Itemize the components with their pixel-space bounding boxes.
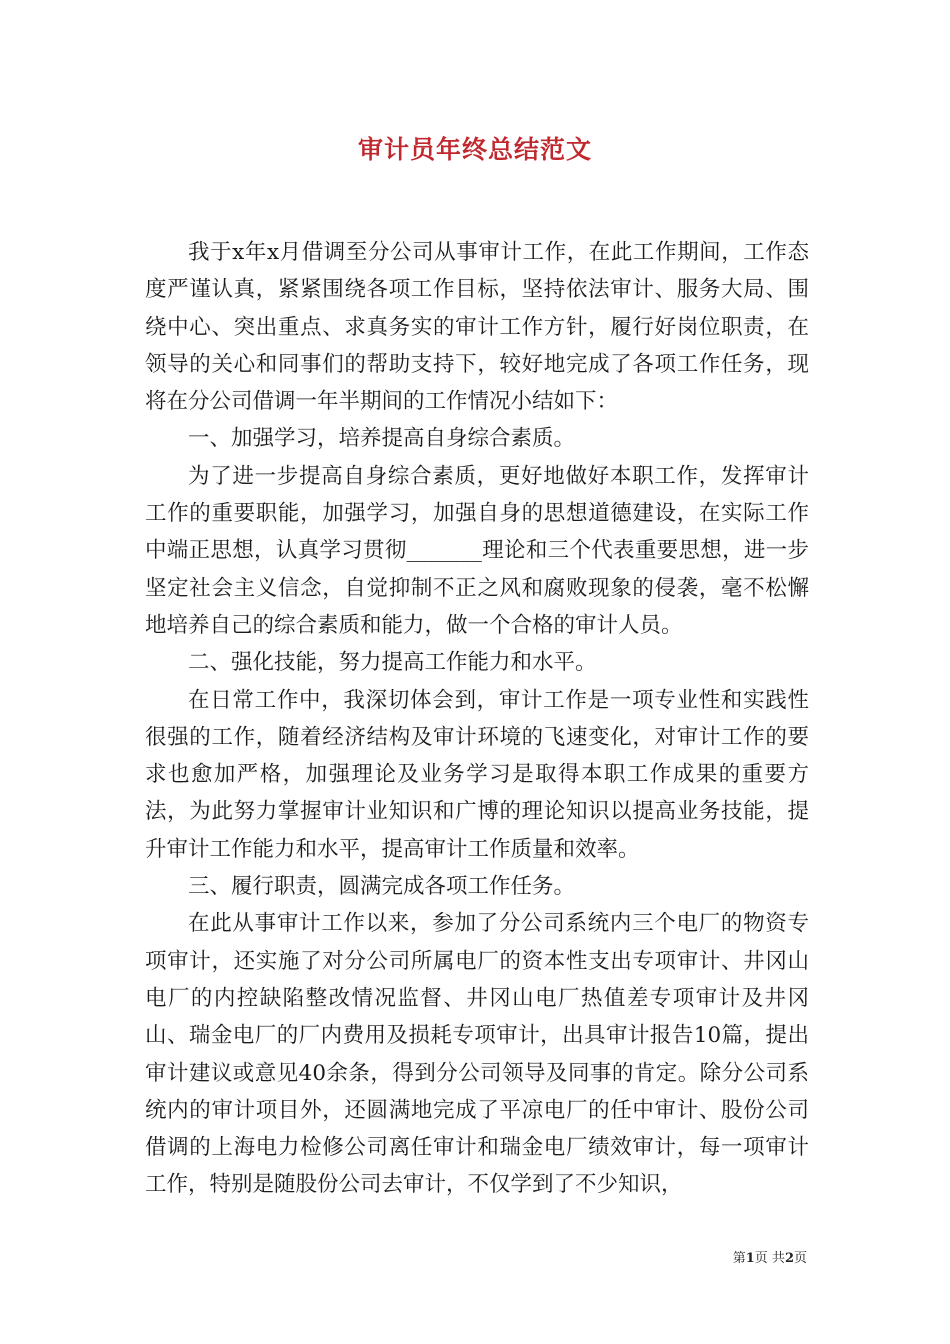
- page-suffix: 页: [793, 1251, 807, 1266]
- section-2-paragraph: 在日常工作中，我深切体会到，审计工作是一项专业性和实践性很强的工作，随着经济结构及审计环境的飞速变化，对审计工作的要求也愈加严格，加强理论及业务学习是取得本职工作成果的重要方法，为此努力掌握审计业知识和广博的理论知识以提高业务技能，提升审计工作能力和水平，提高审计工作质量和效率。: [145, 687, 809, 862]
- section-heading-1: 一、加强学习，培养提高自身综合素质。: [188, 426, 576, 452]
- total-pages: 2: [784, 1251, 794, 1266]
- section-heading-3: 三、履行职责，圆满完成各项工作任务。: [188, 874, 576, 900]
- page-middle: 页 共: [754, 1251, 785, 1266]
- page-number: [733, 1247, 807, 1266]
- current-page: 1: [745, 1251, 755, 1266]
- section-3-paragraph: 在此从事审计工作以来，参加了分公司系统内三个电厂的物资专项审计，还实施了对分公司所属电厂的资本性支出专项审计、井冈山电厂的内控缺陷整改情况监督、井冈山电厂热值差专项审计及井冈山、瑞金电厂的厂内费用及损耗专项审计，出具审计报告10篇，提出审计建议或意见40余条，得到分公司领导及同事的肯定。除分公司系统内的审计项目外，还圆满地完成了平凉电厂的任中审计、股份公司借调的上海电力检修公司离任审计和瑞金电厂绩效审计，每一项审计工作，特别是随股份公司去审计，不仅学到了不少知识，: [145, 911, 809, 1198]
- intro-paragraph: 我于x年x月借调至分公司从事审计工作，在此工作期间，工作态度严谨认真，紧紧围绕各项工作目标，坚持依法审计、服务大局、围绕中心、突出重点、求真务实的审计工作方针，履行好岗位职责，在领导的关心和同事们的帮助支持下，较好地完成了各项工作任务，现将在分公司借调一年半期间的工作情况小结如下：: [145, 240, 809, 415]
- document-title: 审计员年终总结范文: [357, 135, 592, 164]
- page-prefix: 第: [732, 1251, 746, 1266]
- section-1-paragraph: 为了进一步提高自身综合素质，更好地做好本职工作，发挥审计工作的重要职能，加强学习，加强自身的思想道德建设，在实际工作中端正思想，认真学习贯彻_______理论和三个代表重要思想，进一步坚定社会主义信念，自觉抑制不正之风和腐败现象的侵袭，毫不松懈地培养自己的综合素质和能力，做一个合格的审计人员。: [145, 463, 809, 638]
- section-heading-2: 二、强化技能，努力提高工作能力和水平。: [188, 650, 597, 676]
- document-body: [145, 234, 809, 1204]
